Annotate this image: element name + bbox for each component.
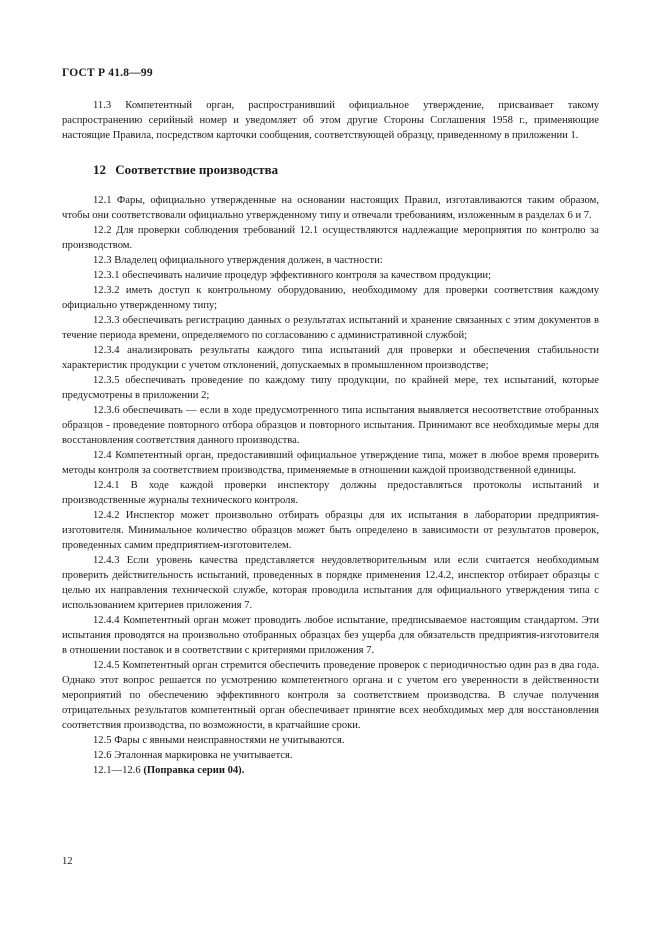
document-body — [62, 98, 599, 778]
paragraph-12-4-2: 12.4.2 Инспектор может произвольно отбирать образцы для их испытания в лаборатории предприятия-изготовителя. Минимальное количество образцов может быть определено в зависимости от результатов проверок, проведенных самим предприятием-изготовителем. — [62, 510, 599, 551]
amendment-label: (Поправка серии 04). — [143, 765, 245, 776]
paragraph-12-3-1: 12.3.1 обеспечивать наличие процедур эффективного контроля за качеством продукции; — [93, 270, 492, 281]
paragraph-12-6: 12.6 Эталонная маркировка не учитывается. — [93, 750, 293, 761]
paragraph-12-1: 12.1 Фары, официально утвержденные на основании настоящих Правил, изготавливаются таким образом, чтобы они соответствовали официально утвержденному типу и отвечали требованиям, изложенным в разделах 6 и 7. — [62, 195, 599, 221]
section-number: 12 — [93, 162, 106, 177]
paragraph-12-4-5: 12.4.5 Компетентный орган стремится обеспечить проведение проверок с периодичностью один раз в два года. Однако этот вопрос решается по усмотрению компетентного органа и с учетом его уверенности в действенности мероприятий по обеспечению эффективного контроля за соответствием производства. В случае получения отрицательных результатов компетентный орган обеспечивает принятие всех необходимых мер для восстановления соответствия производства, по возможности, в кратчайшие сроки. — [62, 660, 599, 731]
paragraph-12-4: 12.4 Компетентный орган, предоставивший официальное утверждение типа, может в любое время проверить методы контроля за соответствием производства, применяемые в отношении каждой производственной единицы. — [62, 450, 599, 476]
paragraph-12-3-3: 12.3.3 обеспечивать регистрацию данных о результатах испытаний и хранение связанных с этим документов в течение периода времени, определяемого по согласованию с административной службой; — [62, 315, 599, 341]
page-number: 12 — [62, 856, 73, 867]
paragraph-12-3-6: 12.3.6 обеспечивать — если в ходе предусмотренного типа испытания выявляется несоответствие отобранных образцов - проведение повторного отбора образцов и повторного испытания. Принимают все необходимые меры для восстановления соответствия данного производства. — [62, 405, 599, 446]
paragraph-12-4-1: 12.4.1 В ходе каждой проверки инспектору должны предоставляться протоколы испытаний и производственные журналы технического контроля. — [62, 480, 599, 506]
paragraph-12-3: 12.3 Владелец официального утверждения должен, в частности: — [93, 255, 383, 266]
paragraph-12-3-4: 12.3.4 анализировать результаты каждого типа испытаний для проверки и обеспечения стабильности характеристик продукции с учетом отклонений, допускаемых в промышленном производстве; — [62, 345, 599, 371]
document-header: ГОСТ Р 41.8—99 — [62, 67, 153, 79]
amendment-note — [62, 763, 599, 778]
paragraph-11-3: 11.3 Компетентный орган, распространивший официальное утверждение, присваивает такому распространению серийный номер и уведомляет об этом другие Стороны Соглашения 1958 г., применяющие настоящие Правила, посредством карточки сообщения, соответствующей образцу, приведенному в приложении 1. — [62, 100, 599, 141]
paragraph-12-4-3: 12.4.3 Если уровень качества представляется неудовлетворительным или если считается необходимым проверить действительность испытаний, проведенных в порядке применения 12.4.2, инспектор отбирает образцы с целью их направления технической службе, которая проводила испытания для официального утверждения типа с использованием критериев приложения 7. — [62, 555, 599, 611]
section-heading — [62, 161, 599, 179]
paragraph-12-5: 12.5 Фары с явными неисправностями не учитываются. — [93, 735, 345, 746]
amendment-range: 12.1—12.6 — [93, 765, 141, 776]
paragraph-12-3-2: 12.3.2 иметь доступ к контрольному оборудованию, необходимому для проверки соответствия каждому официально утвержденному типу; — [62, 285, 599, 311]
section-title: Соответствие производства — [115, 162, 279, 177]
paragraph-12-3-5: 12.3.5 обеспечивать проведение по каждому типу продукции, по крайней мере, тех испытаний, которые предусмотрены в приложении 2; — [62, 375, 599, 401]
paragraph-12-4-4: 12.4.4 Компетентный орган может проводить любое испытание, предписываемое настоящим стандартом. Эти испытания проводятся на произвольно отобранных образцах без ущерба для обязательств предприятия-изготовителя в отношении поставок и в соответствии с критериями приложения 7. — [62, 615, 599, 656]
paragraph-12-2: 12.2 Для проверки соблюдения требований 12.1 осуществляются надлежащие мероприятия по контролю за производством. — [62, 225, 599, 251]
